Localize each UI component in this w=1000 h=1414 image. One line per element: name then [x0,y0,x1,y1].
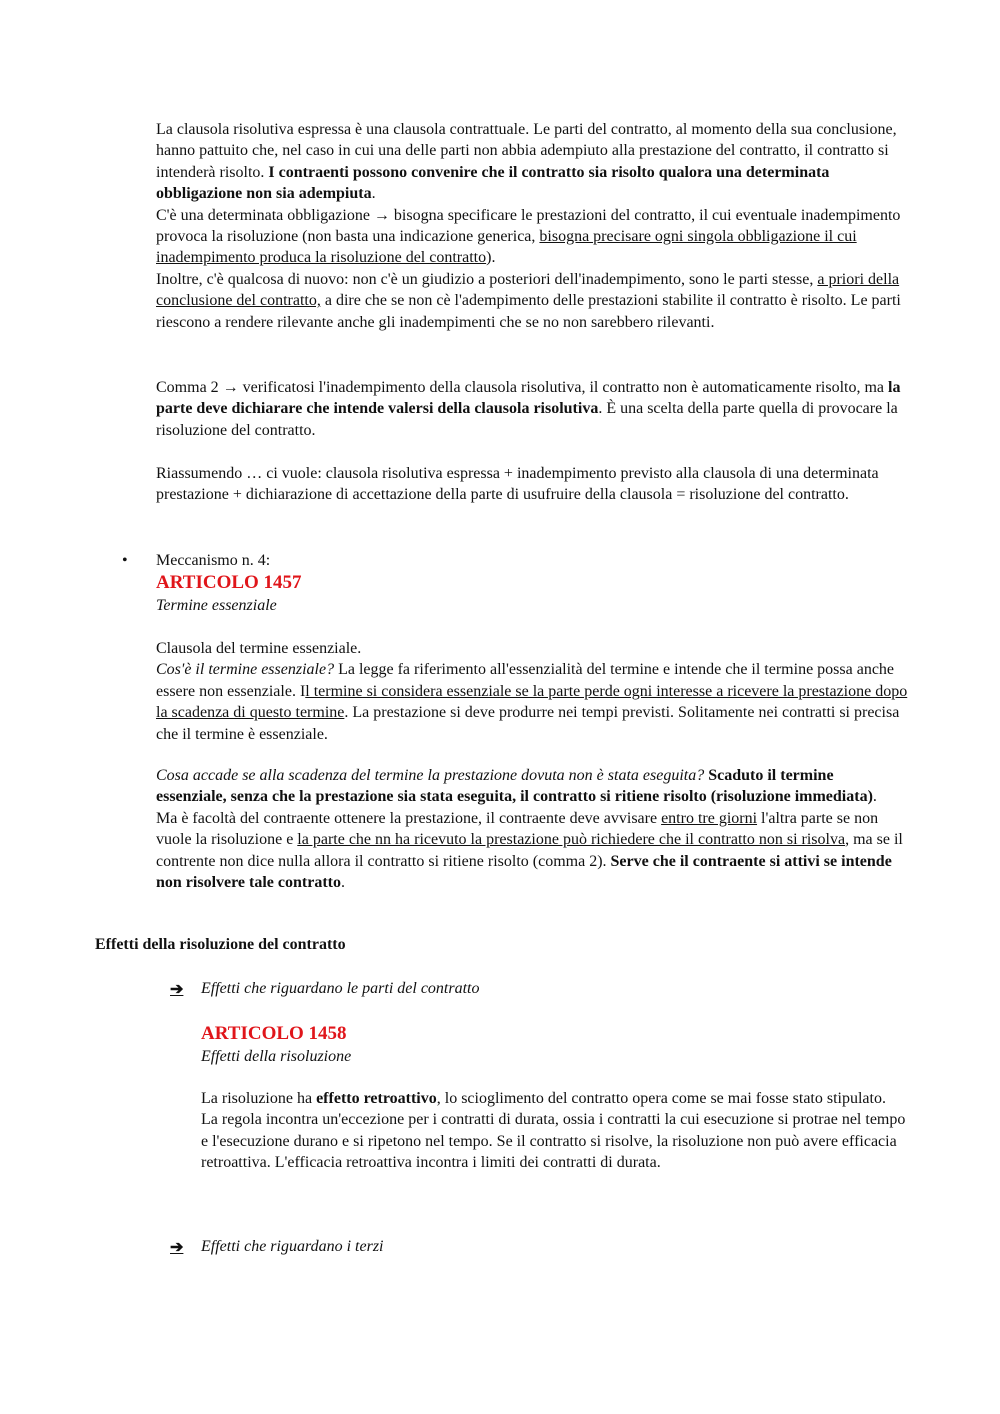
bold-text: I contraenti possono convenire che il contratto sia risolto qualora una determinata obbligazione non sia adempiuta [156,163,830,203]
text: Ma è facoltà del contraente ottenere la prestazione, il contraente deve avvisare [156,809,662,827]
arrow-icon: → [222,379,239,396]
bold-text: Serve che il contraente si attivi se intende non risolvere tale contratto [156,852,892,892]
line [156,808,908,894]
text: . [872,788,877,806]
text: . [371,185,376,203]
text: La legge fa riferimento all'essenzialità del termine e intende che il termine possa anche essere non essenziale. I [156,661,895,700]
bold-text: Scaduto il termine essenziale, senza che la prestazione sia stata eseguita, il contratto si ritiene risolto (risoluzione immediata) [156,767,873,806]
text: Inoltre, c'è qualcosa di nuovo: non c'è un giudizio a posteriori dell'inadempimento, sono le parti stesse, [156,270,818,288]
list-item-terzi [201,1236,911,1257]
text: La clausola risolutiva espressa è una clausola contrattuale. Le parti del contratto, al momento della sua conclusione, hanno pattuito che, nel caso in cui una delle parti non abbia adempiuto alla prestazione del contratto, il contratto si intenderà risolto. [156,121,897,181]
bullet-icon: • [122,552,128,569]
italic-text: Cos'è il termine essenziale? [156,661,335,679]
meccanismo-4 [156,550,908,617]
text: La risoluzione ha [201,1090,317,1107]
section-heading: Effetti della risoluzione del contratto [95,936,346,953]
italic-text: Effetti che riguardano i terzi [201,1238,384,1255]
text: l'altra parte se non vuole la risoluzione e [156,809,879,849]
italic-text: Cosa accade se alla scadenza del termine la prestazione dovuta non è stata eseguita? [156,767,705,784]
line [156,269,908,333]
text: Clausola del termine essenziale. [156,640,362,657]
line [156,659,908,745]
article-1458 [201,1022,911,1067]
underlined-text: l termine si considera essenziale se la parte perde ogni interesse a ricevere la prestazione dopo la scadenza di questo termine [156,682,908,722]
text: Comma 2 [156,379,223,396]
text: a dire che se non cè l'adempimento delle prestazioni stabilite il contratto è risolto. Le parti riescono a rendere rilevante anche gli inadempimenti che se no non sarebbero rilevanti. [156,292,901,331]
paragraph-termine-essenziale [156,638,908,745]
arrow-icon: ➔ [170,981,184,998]
arrow-icon: → [373,206,390,224]
underlined-text: la parte che nn ha ricevuto la prestazione può richiedere che il contratto non si risolva [297,831,846,849]
underlined-text: entro tre giorni [661,809,758,827]
paragraph-scadenza [156,765,908,893]
line [156,765,908,808]
meccanismo-label: Meccanismo n. 4: [156,552,271,569]
article-title: ARTICOLO 1458 [201,1023,347,1044]
underlined-text: bisogna precisare ogni singola obbligazione il cui inadempimento produca la risoluzione del contratto [156,228,857,267]
text: . È una scelta della parte quella di provocare la risoluzione del contratto. [156,400,898,439]
text: . [341,874,345,892]
text: . La prestazione si deve produrre nei tempi previsti. Solitamente nei contratti si precisa che il termine è essenziale. [156,704,900,743]
arrow-icon: ➔ [170,1239,184,1256]
line [156,205,908,269]
text: C'è una determinata obbligazione [156,206,374,224]
bold-text: la parte deve dichiarare che intende valersi della clausola risolutiva [156,379,901,418]
article-subtitle: Termine essenziale [156,597,277,615]
italic-text: Effetti che riguardano le parti del contratto [201,980,480,997]
text: , lo scioglimento del contratto opera come se mai fosse stato stipulato. [436,1090,886,1107]
paragraph-effetto-retroattivo [201,1088,911,1174]
text: ). [486,249,496,267]
text: , ma se il contrente non dice nulla allora il contratto si ritiene risolto (comma 2). [156,831,903,870]
bold-text: effetto retroattivo [316,1090,437,1107]
paragraph-riassumendo: Riassumendo … ci vuole: clausola risolutiva espressa + inadempimento previsto alla clausola di una determinata prestazione + dichiarazione di accettazione della parte di usufruire della clausola = risoluzione del contratto. [156,465,879,504]
text: bisogna specificare le prestazioni del contratto, il cui eventuale inadempimento provoca la risoluzione (non basta una indicazione generica, [156,206,901,246]
text: verificatosi l'inadempimento della clausola risolutiva, il contratto non è automaticamente risolto, ma [238,379,889,396]
article-title: ARTICOLO 1457 [156,572,302,594]
list-item-parti [201,978,911,999]
article-subtitle: Effetti della risoluzione [201,1048,352,1065]
text: La regola incontra un'eccezione per i contratti di durata, ossia i contratti la cui esecuzione si protrae nel tempo e l'esecuzione durano e si ripetono nel tempo. Se il contratto si risolve, la risoluzione non può avere efficacia retroattiva. L'efficacia retroattiva incontra i limiti dei contratti di durata. [201,1111,906,1172]
underlined-text: a priori della conclusione del contratto, [156,270,900,310]
paragraph-clausola-risolutiva [156,119,908,333]
paragraph-comma-2 [156,377,908,441]
